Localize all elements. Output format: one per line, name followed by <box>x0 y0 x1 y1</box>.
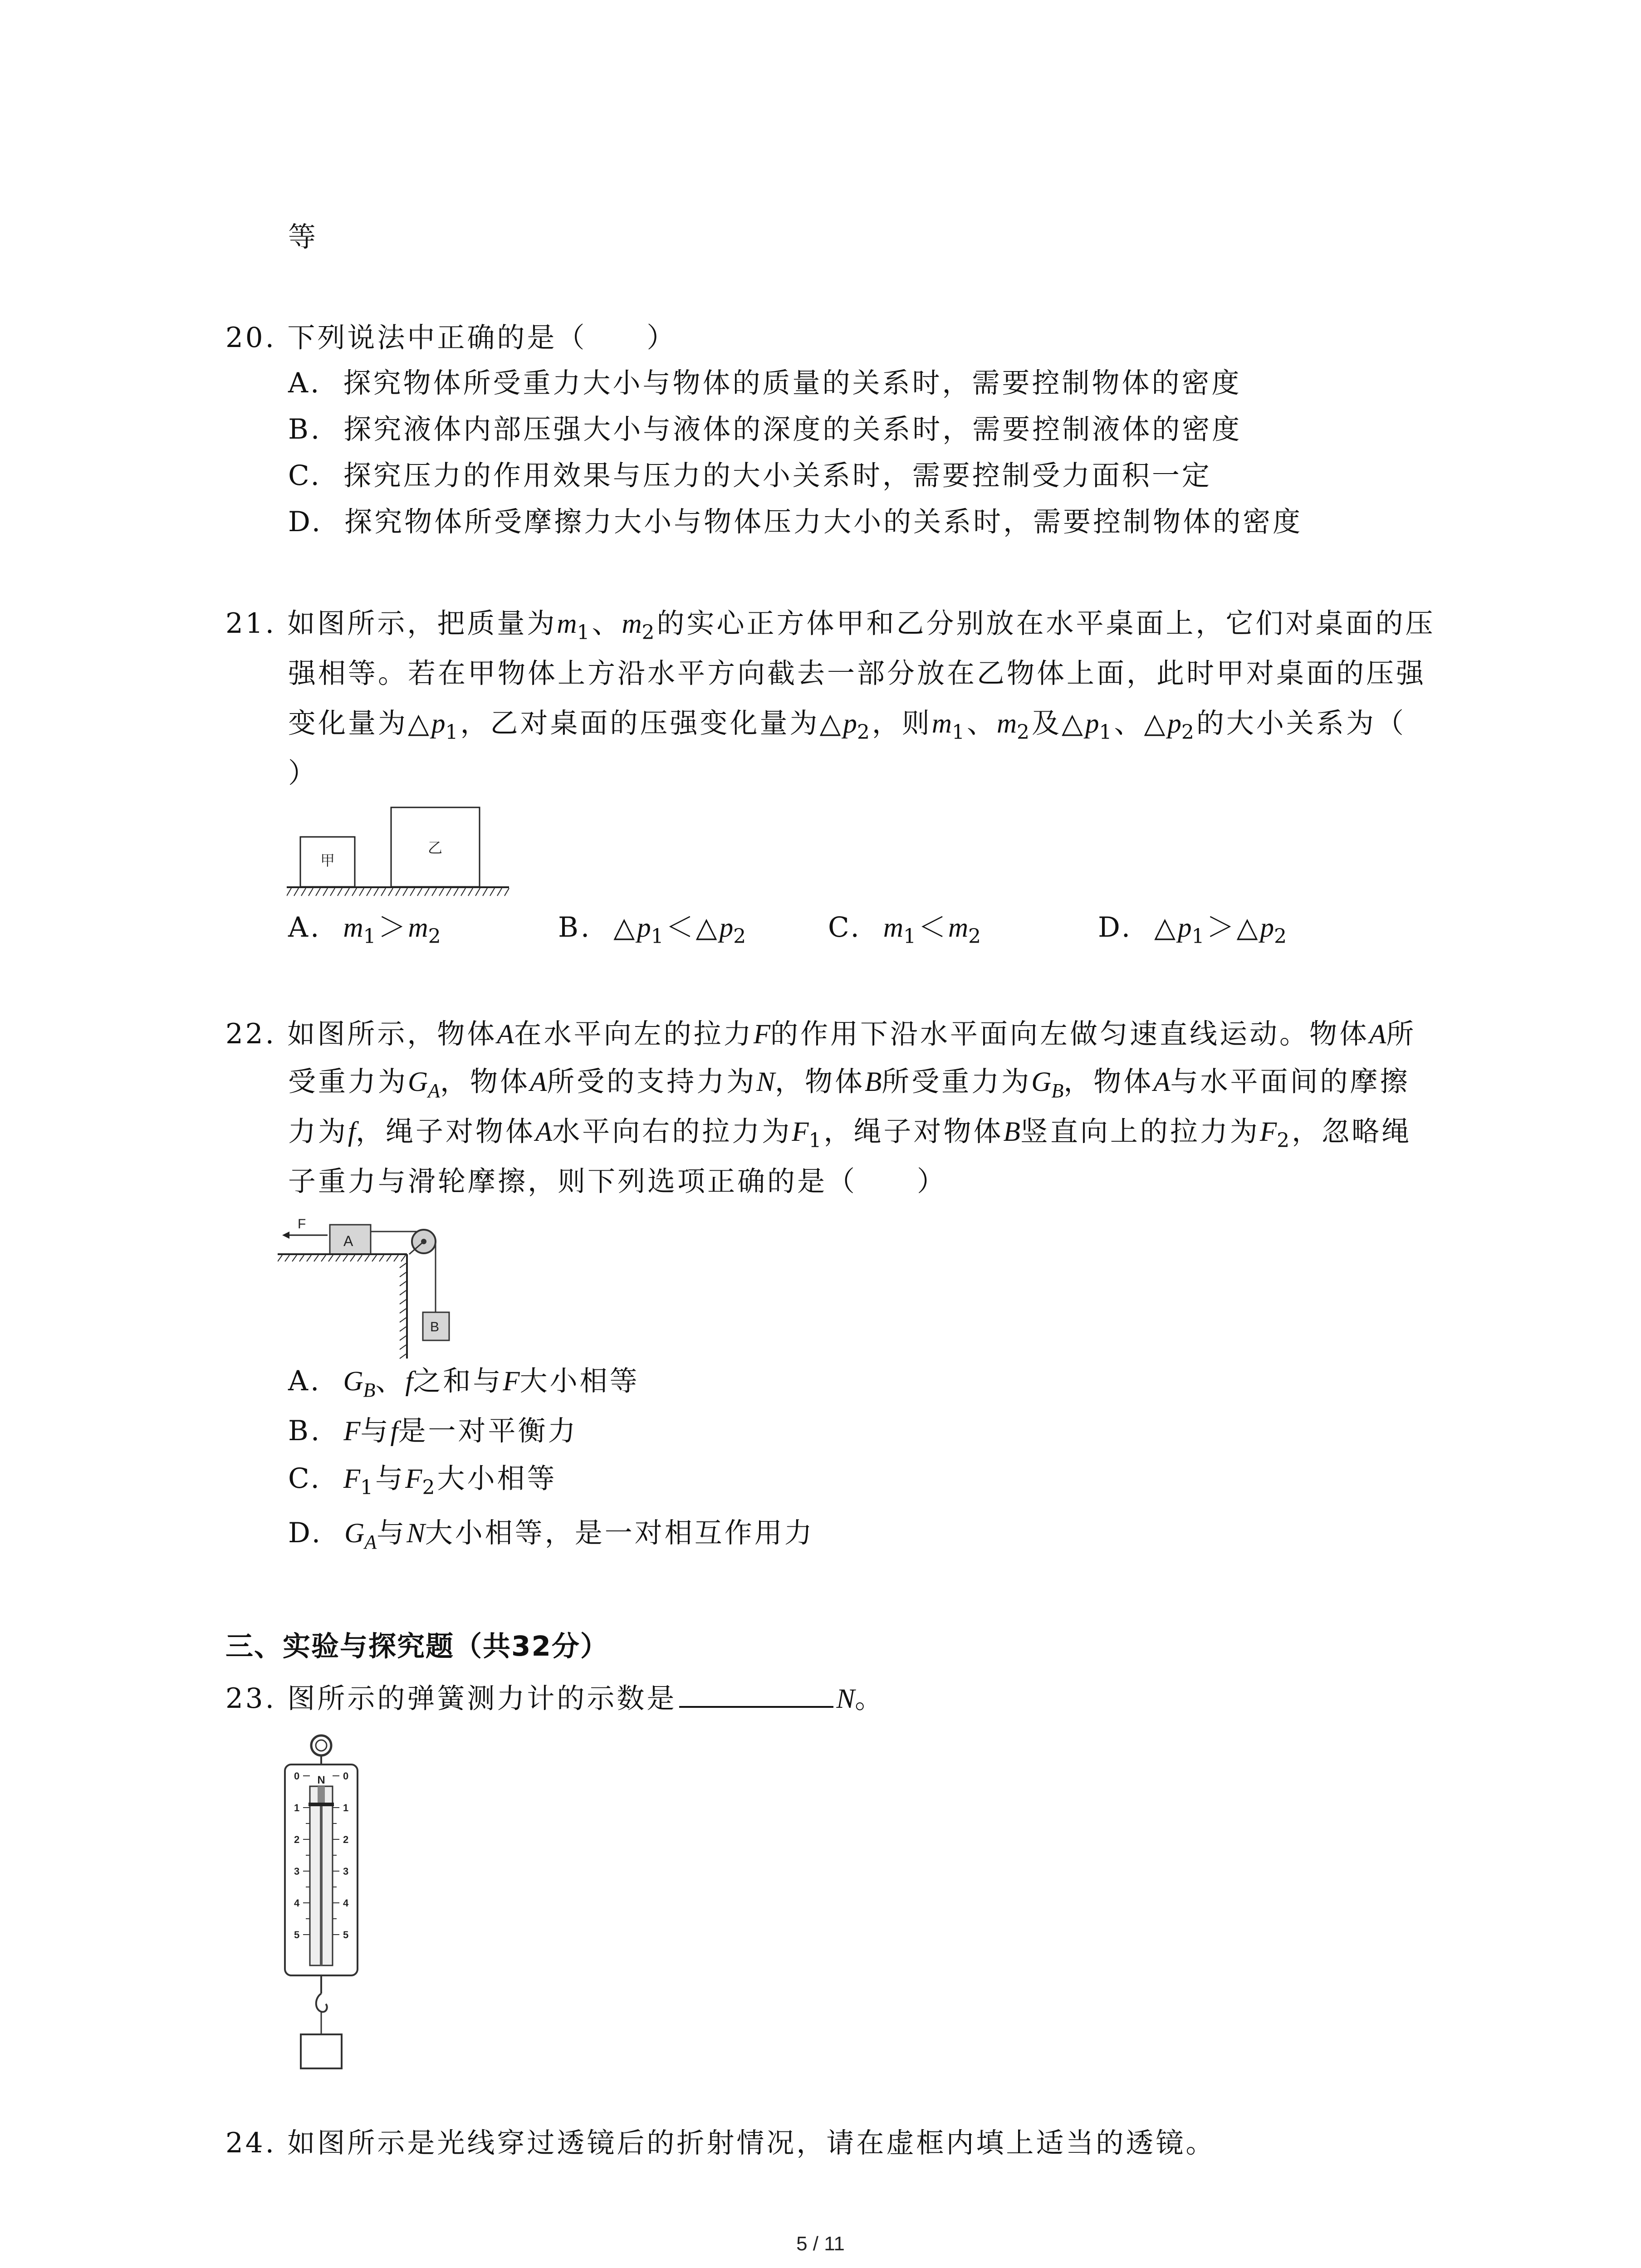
q20-option-a: A. 探究物体所受重力大小与物体的质量的关系时，需要控制物体的密度 <box>288 367 1242 399</box>
scale-top-ring-inner <box>316 1740 327 1751</box>
q21-option-c: C. $m_1<m_2$ <box>828 911 984 948</box>
q21-option-d: D. $\triangle p_1>\triangle p_2$ <box>1098 911 1289 948</box>
table-hatching <box>278 1255 406 1359</box>
q22-option-d: D. $G_A$与N大小相等，是一对相互作用力 <box>288 1517 814 1553</box>
scale-number-right: 5 <box>343 1929 349 1941</box>
table-hatching <box>287 888 509 896</box>
q22-stem-line1: 22. 如图所示，物体A在水平向左的拉力F的作用下沿水平面向左做匀速直线运动。物体A所 <box>225 1018 1416 1050</box>
scale-top-ring <box>311 1735 331 1755</box>
spring-scale-figure <box>276 1733 367 2077</box>
scale-number-right: 2 <box>343 1834 349 1845</box>
q22-stem-line4: 子重力与滑轮摩擦，则下列选项正确的是（ ） <box>288 1165 947 1198</box>
scale-number-right: 1 <box>343 1802 349 1813</box>
q22-stem-line3: 力为f，绳子对物体A水平向右的拉力为$F_1$，绳子对物体B竖直向上的拉力为$F_2$，忽略绳 <box>288 1115 1412 1152</box>
continued-text: 等 <box>288 221 318 253</box>
q22-option-c: C. $F_1$与$F_2$大小相等 <box>288 1462 557 1499</box>
scale-number-right: 4 <box>343 1897 349 1909</box>
q22-option-b: B. F与f是一对平衡力 <box>288 1415 578 1447</box>
scale-pointer <box>309 1803 334 1806</box>
block-b-label: B <box>430 1320 440 1334</box>
scale-number-left: 3 <box>294 1866 300 1877</box>
q21-option-b: B. $\triangle p_1<\triangle p_2$ <box>558 911 749 948</box>
scale-number-left: 0 <box>294 1770 300 1782</box>
q24-stem: 24. 如图所示是光线穿过透镜后的折射情况，请在虚框内填上适当的透镜。 <box>225 2127 1216 2159</box>
scale-spring <box>318 1786 325 1803</box>
answer-blank[interactable] <box>679 1680 833 1708</box>
scale-number-left: 5 <box>294 1929 300 1941</box>
scale-number-left: 4 <box>294 1897 300 1909</box>
scale-number-right: 0 <box>343 1770 349 1782</box>
section-3-title: 三、实验与探究题（共32分） <box>225 1630 609 1662</box>
q23-stem: 23. 图所示的弹簧测力计的示数是 N。 <box>225 1678 885 1720</box>
q21-option-a: A. $m_1>m_2$ <box>288 911 443 948</box>
q22-option-a: A. $G_B$、f之和与F大小相等 <box>288 1365 640 1401</box>
scale-unit-label: N <box>317 1774 325 1786</box>
hanging-weight <box>301 2034 342 2068</box>
block-a-label: A <box>343 1233 353 1249</box>
q21-figure <box>287 803 514 900</box>
q21-stem-line3: 变化量为$\triangle p_1$，乙对桌面的压强变化量为$\triangle p_2$，则$m_1$、$m_2$及$\triangle p_1$、$\triangle p_2$的大小关系为（ <box>288 707 1406 744</box>
scale-number-right: 3 <box>343 1866 349 1877</box>
q20-option-d: D. 探究物体所受摩擦力大小与物体压力大小的关系时，需要控制物体的密度 <box>288 506 1303 538</box>
q20-option-c: C. 探究压力的作用效果与压力的大小关系时，需要控制受力面积一定 <box>288 459 1212 492</box>
q22-stem-line2: 受重力为$G_A$，物体A所受的支持力为N，物体B所受重力为$G_B$，物体A与水平面间的摩擦 <box>288 1066 1410 1102</box>
q20-option-b: B. 探究液体内部压强大小与液体的深度的关系时，需要控制液体的密度 <box>288 413 1242 445</box>
q21-stem-line2: 强相等。若在甲物体上方沿水平方向截去一部分放在乙物体上面，此时甲对桌面的压强 <box>288 657 1426 689</box>
block-jia-label: 甲 <box>320 852 335 869</box>
q20-stem: 20. 下列说法中正确的是（ ） <box>225 322 677 354</box>
scale-number-left: 1 <box>294 1802 300 1813</box>
scale-number-left: 2 <box>294 1834 300 1845</box>
block-yi-label: 乙 <box>427 840 443 856</box>
q21-stem-line1: 21. 如图所示，把质量为$m_1$、$m_2$的实心正方体甲和乙分别放在水平桌面上，它们对桌面的压 <box>225 607 1435 644</box>
force-arrowhead <box>282 1232 289 1239</box>
q22-figure <box>278 1209 468 1363</box>
scale-hook <box>316 1994 327 2012</box>
q21-stem-line4: ） <box>288 757 318 789</box>
page-number: 5 / 11 <box>796 2233 845 2255</box>
force-label: F <box>298 1217 306 1232</box>
